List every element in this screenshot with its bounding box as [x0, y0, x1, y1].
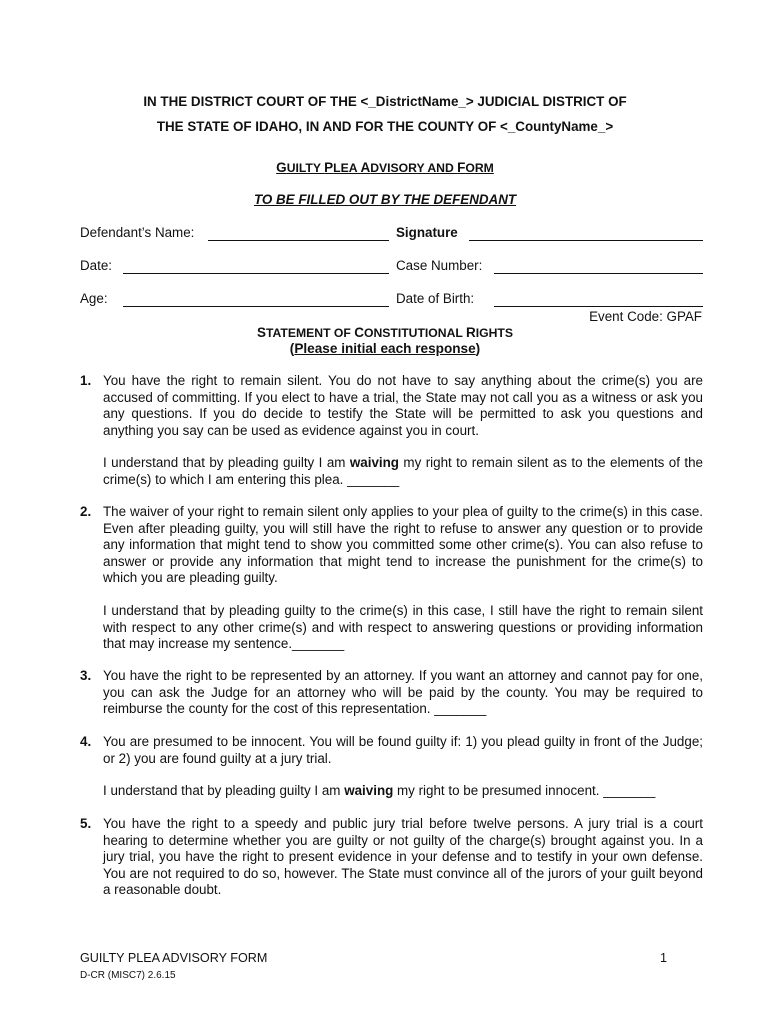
court-header-line-1: IN THE DISTRICT COURT OF THE <_DistrictName_> JUDICIAL DISTRICT OF: [143, 94, 627, 109]
item-number-1: 1.: [80, 373, 92, 388]
defendant-name-label: Defendant’s Name:: [80, 225, 195, 240]
date-of-birth-label: Date of Birth:: [396, 291, 475, 306]
initial-instruction: (Please initial each response): [289, 341, 481, 356]
age-field[interactable]: [123, 306, 389, 307]
form-subtitle: TO BE FILLED OUT BY THE DEFENDANT: [253, 192, 517, 207]
statement-heading: STATEMENT OF CONSTITUTIONAL RIGHTS: [256, 325, 513, 340]
item-number-3: 3.: [80, 668, 92, 683]
footer-form-code: D-CR (MISC7) 2.6.15: [80, 970, 176, 981]
date-field[interactable]: [123, 273, 389, 274]
item-3-paragraph: You have the right to be represented by an attorney. If you want an attorney and cannot pay for one, you can ask the Judge for an attorney who will be paid by the county. You may be required to reimburse the county for the cost of this representation. _______: [103, 668, 703, 716]
case-number-field[interactable]: [494, 273, 703, 274]
item-number-2: 2.: [80, 504, 92, 519]
signature-field[interactable]: [469, 240, 703, 241]
item-2-paragraph: The waiver of your right to remain silent only applies to your plea of guilty to the crime(s) in this case. Even after pleading guilty, you will still have the right to refuse to answer any question or to provide any information that might tend to show you committed some other crime(s). You can also refuse to answer or provide any information that might tend to increase the punishment for the crime(s) to which you are pleading guilty.: [103, 504, 703, 585]
item-4-paragraph: You are presumed to be innocent. You will be found guilty if: 1) you plead guilty in front of the Judge; or 2) you are found guilty at a jury trial.: [103, 734, 703, 766]
item-number-5: 5.: [80, 816, 92, 831]
case-number-label: Case Number:: [396, 258, 483, 273]
defendant-name-field[interactable]: [208, 240, 389, 241]
item-number-4: 4.: [80, 734, 92, 749]
event-code: Event Code: GPAF: [589, 309, 702, 324]
age-label: Age:: [80, 291, 108, 306]
footer-form-name: GUILTY PLEA ADVISORY FORM: [80, 951, 268, 965]
item-1-paragraph: You have the right to remain silent. You do not have to say anything about the crime(s) you are accused of committing. If you elect to have a trial, the State may not call you as a witness or ask you any questions. If you do decide to testify the State will be permitted to ask you questions and anything you say can be used as evidence against you in court.: [103, 373, 703, 438]
page-number: 1: [660, 951, 668, 965]
date-of-birth-field[interactable]: [494, 306, 703, 307]
date-label: Date:: [80, 258, 113, 273]
item-1-acknowledgment: I understand that by pleading guilty I am waiving my right to remain silent as to the elements of the crime(s) to which I am entering this plea. _______: [103, 455, 703, 487]
signature-label: Signature: [396, 225, 458, 240]
court-header-line-2: THE STATE OF IDAHO, IN AND FOR THE COUNTY OF <_CountyName_>: [156, 119, 614, 134]
form-title: GUILTY PLEA ADVISORY AND FORM: [276, 160, 494, 175]
item-5-paragraph: You have the right to a speedy and public jury trial before twelve persons. A jury trial is a court hearing to determine whether you are guilty or not guilty of the charge(s) brought against you. In a jury trial, you have the right to present evidence in your defense and to testify in your own defense. You are not required to do so, however. The State must convince all of the jurors of your guilt beyond a reasonable doubt.: [103, 816, 703, 897]
item-2-acknowledgment: I understand that by pleading guilty to the crime(s) in this case, I still have the right to remain silent with respect to any other crime(s) and with respect to answering questions or providing information that may increase my sentence._______: [103, 603, 703, 651]
item-4-acknowledgment: I understand that by pleading guilty I am waiving my right to be presumed innocent. _______: [103, 783, 656, 798]
